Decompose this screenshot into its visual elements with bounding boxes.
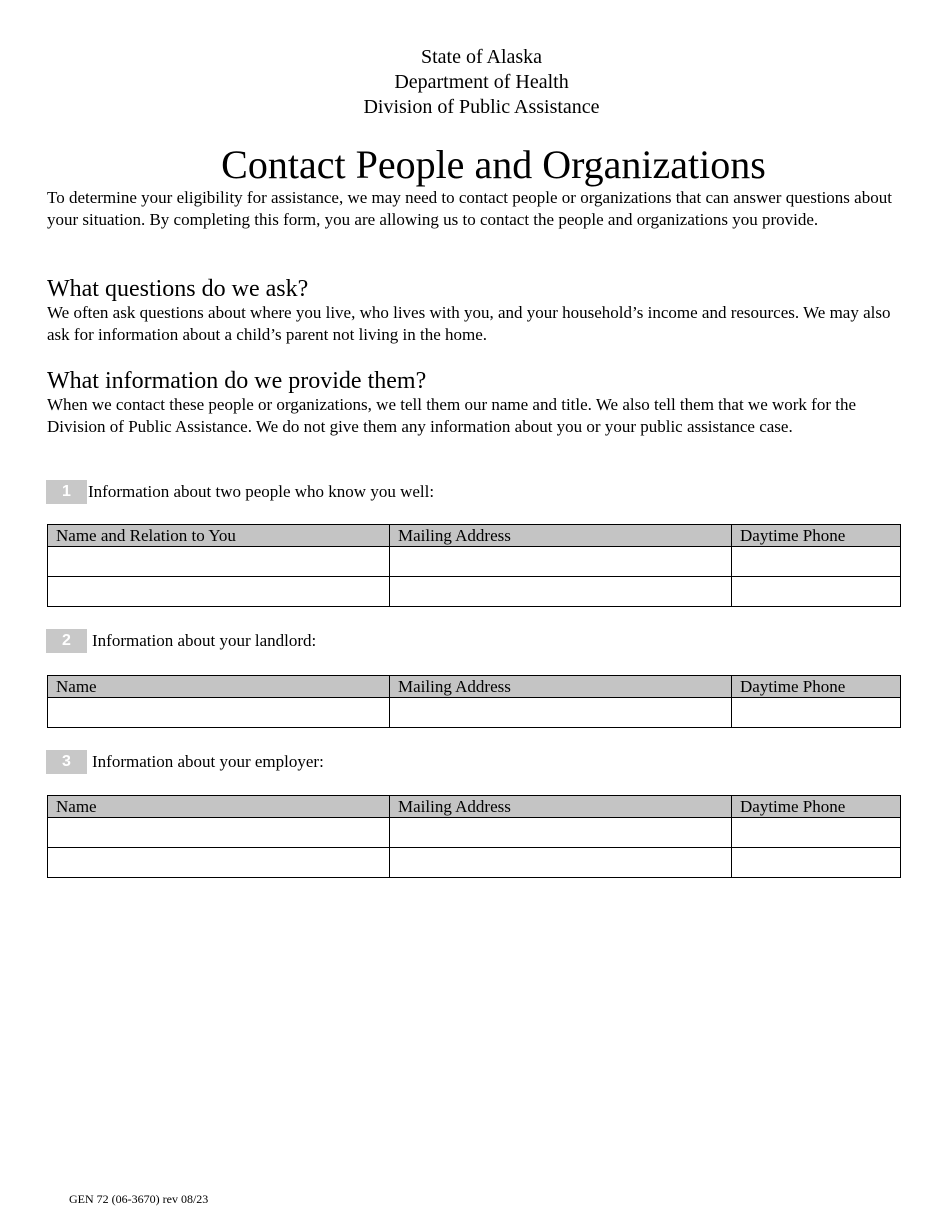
intro-paragraph: To determine your eligibility for assistance, we may need to contact people or organizations that can answer questions about your situation. By completing this form, you are allowing us to contact the people and organizations you provide.	[47, 188, 892, 229]
column-header-daytime-phone: Daytime Phone	[732, 525, 901, 547]
landlord-table	[47, 675, 901, 728]
table-row	[48, 818, 901, 848]
mailing-address-field[interactable]	[390, 698, 732, 728]
section-2-label	[46, 629, 316, 653]
mailing-address-field[interactable]	[390, 547, 732, 577]
daytime-phone-field[interactable]	[732, 698, 901, 728]
mailing-address-field[interactable]	[390, 818, 732, 848]
mailing-address-field[interactable]	[390, 848, 732, 878]
page-title: Contact People and Organizations	[221, 142, 766, 187]
employer-name-field[interactable]	[48, 848, 390, 878]
questions-heading: What questions do we ask?	[47, 276, 309, 302]
daytime-phone-field[interactable]	[732, 848, 901, 878]
section-1-text: Information about two people who know you well:	[88, 482, 435, 501]
department-name: Department of Health	[394, 71, 569, 93]
table-row	[48, 848, 901, 878]
column-header-daytime-phone: Daytime Phone	[732, 796, 901, 818]
column-header-name: Name	[48, 676, 390, 698]
information-heading: What information do we provide them?	[47, 368, 427, 394]
column-header-mailing-address: Mailing Address	[390, 796, 732, 818]
state-name: State of Alaska	[420, 46, 543, 68]
division-name: Division of Public Assistance	[363, 96, 600, 118]
form-number-footer: GEN 72 (06-3670) rev 08/23	[69, 1192, 209, 1206]
name-relation-field[interactable]	[48, 577, 390, 607]
information-paragraph: When we contact these people or organizations, we tell them our name and title. We also tell them that we work for the Division of Public Assistance. We do not give them any information about you or your public assistance case.	[47, 395, 857, 436]
column-header-mailing-address: Mailing Address	[390, 676, 732, 698]
table-row	[48, 577, 901, 607]
daytime-phone-field[interactable]	[732, 818, 901, 848]
table-row	[48, 698, 901, 728]
mailing-address-field[interactable]	[390, 577, 732, 607]
section-3-text: Information about your employer:	[92, 752, 324, 771]
agency-header	[0, 45, 950, 120]
section-3-number-badge: 3	[46, 750, 87, 774]
section-1-number-badge: 1	[46, 480, 87, 504]
column-header-mailing-address: Mailing Address	[390, 525, 732, 547]
daytime-phone-field[interactable]	[732, 547, 901, 577]
questions-paragraph: We often ask questions about where you live, who lives with you, and your household’s income and resources. We may also ask for information about a child’s parent not living in the home.	[47, 303, 891, 344]
section-3-label	[46, 750, 324, 774]
column-header-name-relation: Name and Relation to You	[48, 525, 390, 547]
name-relation-field[interactable]	[48, 547, 390, 577]
employer-table	[47, 795, 901, 878]
references-table	[47, 524, 901, 607]
daytime-phone-field[interactable]	[732, 577, 901, 607]
section-2-number-badge: 2	[46, 629, 87, 653]
table-row	[48, 547, 901, 577]
section-2-text: Information about your landlord:	[92, 631, 317, 650]
section-1-label	[46, 480, 434, 504]
column-header-daytime-phone: Daytime Phone	[732, 676, 901, 698]
landlord-name-field[interactable]	[48, 698, 390, 728]
employer-name-field[interactable]	[48, 818, 390, 848]
column-header-name: Name	[48, 796, 390, 818]
